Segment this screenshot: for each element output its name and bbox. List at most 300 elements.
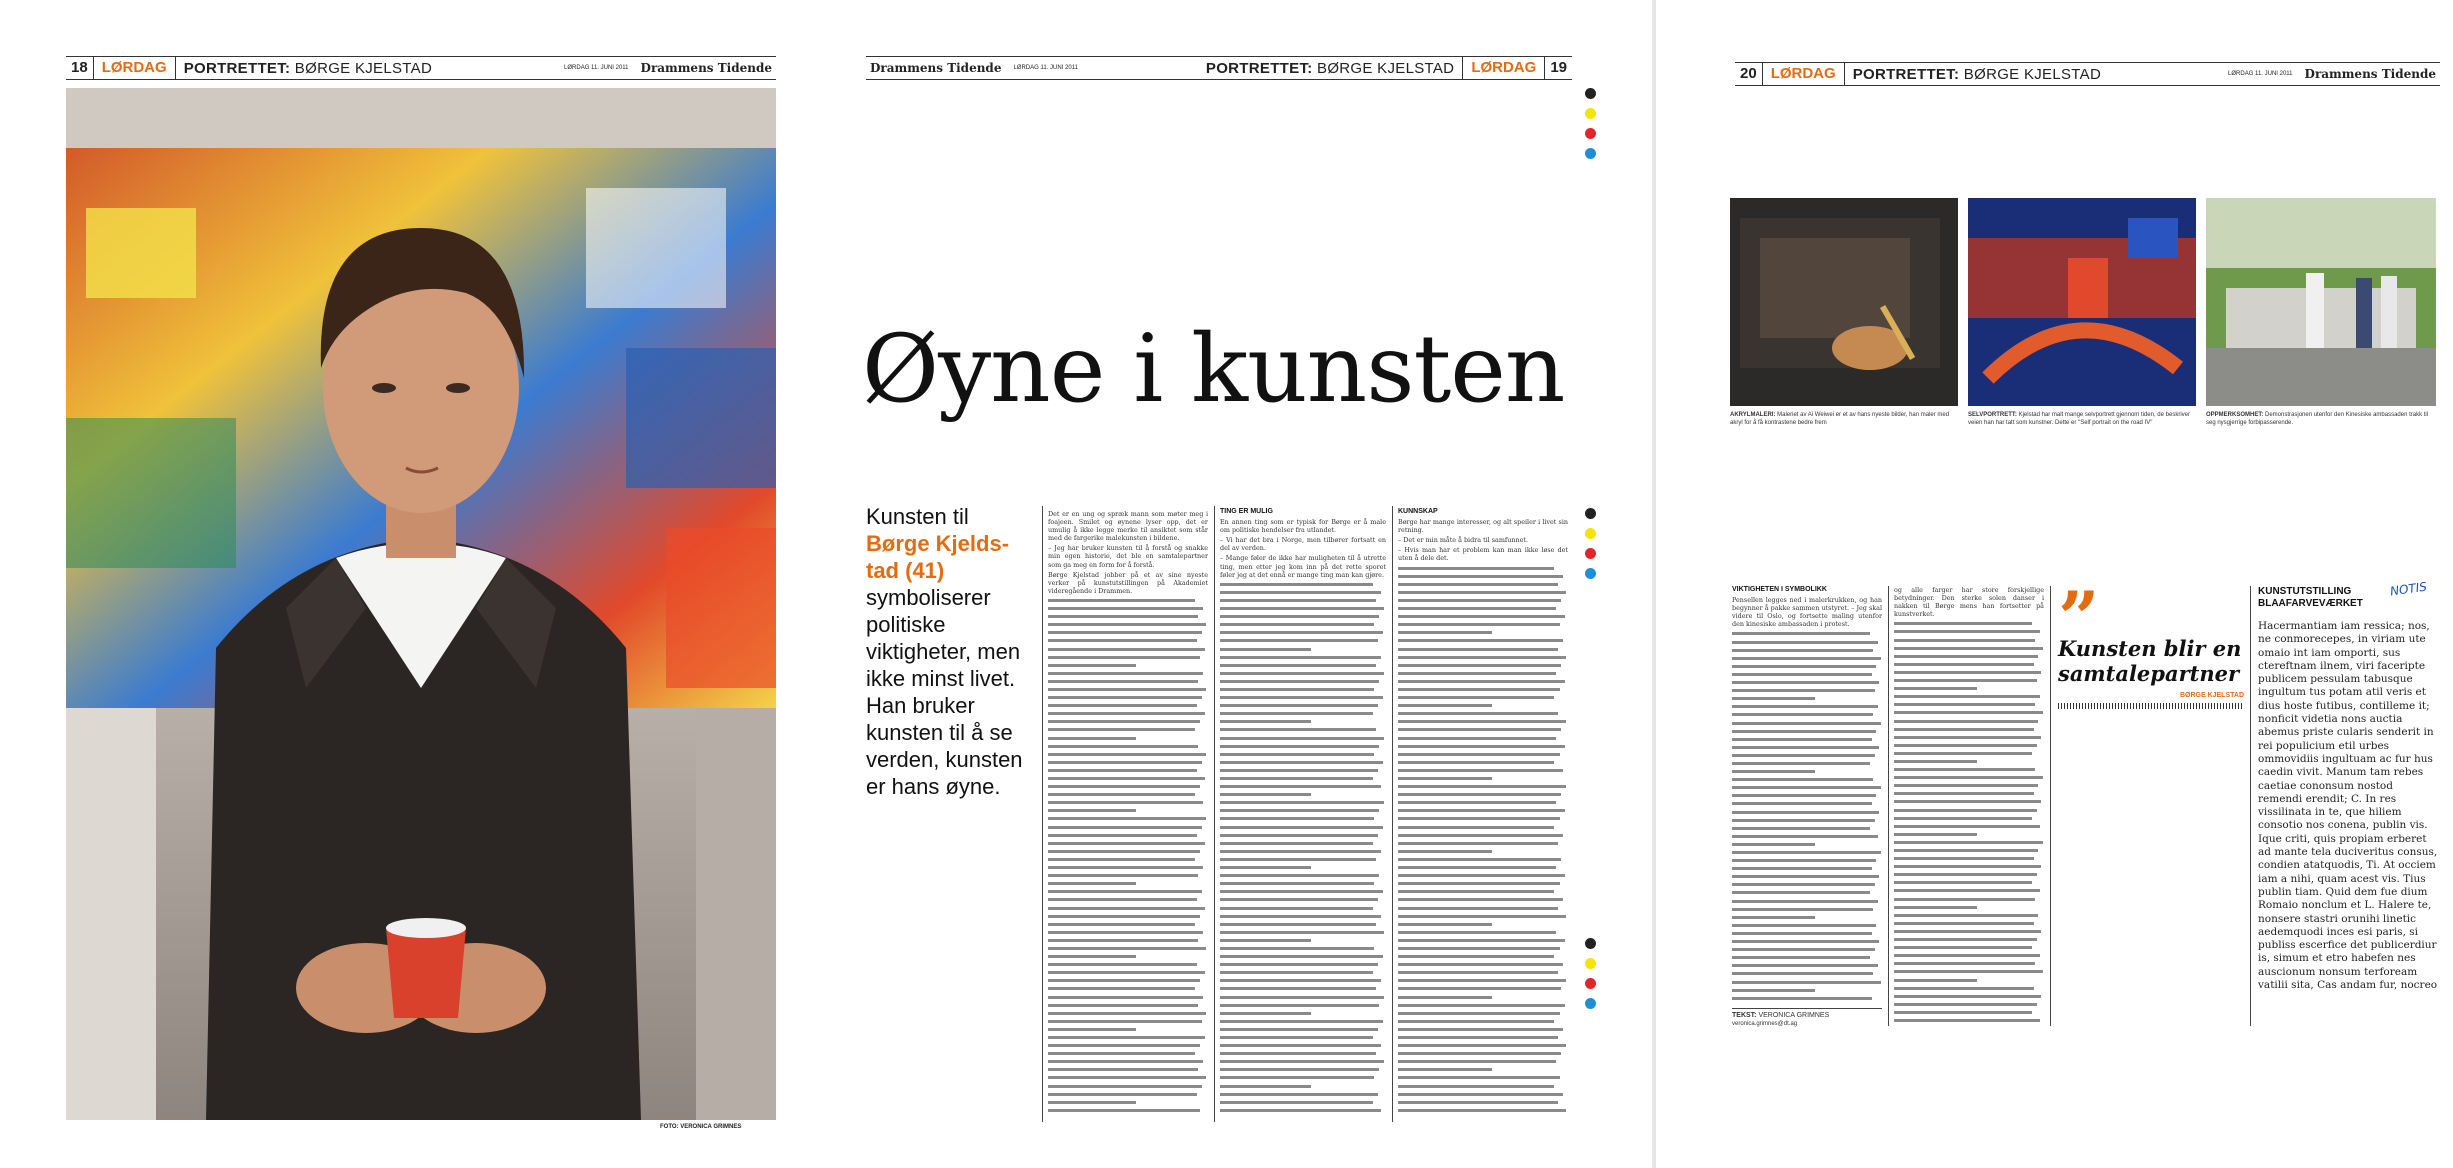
text-line [1398, 1050, 1561, 1058]
text-line [1398, 694, 1554, 702]
text-line [1220, 969, 1373, 977]
text-line [1220, 1050, 1376, 1058]
text-line [1398, 856, 1561, 864]
text-line [1048, 856, 1195, 864]
text-line [1398, 872, 1565, 880]
text-line [1048, 1002, 1198, 1010]
text-line [1732, 930, 1872, 938]
text-lines [1732, 630, 1882, 1002]
text-line [1398, 662, 1561, 670]
text-line [1894, 790, 2034, 798]
text-line [1220, 1091, 1378, 1099]
text-line [1398, 896, 1563, 904]
text-line [1220, 581, 1373, 589]
text-line [1732, 906, 1873, 914]
text-line [1220, 646, 1311, 654]
text-line [1894, 726, 2034, 734]
text-line [1048, 783, 1200, 791]
text-lines [1398, 565, 1568, 1115]
text-line [1732, 922, 1876, 930]
text-line [1732, 711, 1873, 719]
text-line [1048, 945, 1206, 953]
text-line [1732, 647, 1873, 655]
text-line [1220, 945, 1374, 953]
text-line [1398, 775, 1492, 783]
text-line [1398, 1058, 1556, 1066]
text-line [1398, 864, 1556, 872]
text-line [1398, 613, 1565, 621]
pull-quote-text: Kunsten blir en samtalepartner [2058, 636, 2242, 686]
text-line [1732, 873, 1879, 881]
text-line [1398, 905, 1558, 913]
text-line [1732, 687, 1875, 695]
text-line [1220, 985, 1376, 993]
text-line [1048, 791, 1195, 799]
text-line [1048, 799, 1203, 807]
newspaper-name: Drammens Tidende [2304, 67, 2436, 81]
text-line [1398, 726, 1561, 734]
photo-caption-1: AKRYLMALERI: Maleriet av Ai Weiwei er et av hans nyeste bilder, han maler med akryl for å få kontrastene bedre frem [1730, 412, 1950, 426]
text-line [1220, 605, 1384, 613]
text-line [1398, 702, 1492, 710]
column-rule [1392, 506, 1393, 1122]
text-line [1894, 766, 2035, 774]
headline: Øyne i kunsten [862, 315, 1565, 424]
demonstration-photo [2206, 198, 2436, 406]
text-line [1048, 726, 1195, 734]
text-line [1398, 678, 1565, 686]
registration-dot-blue [1585, 998, 1596, 1009]
text-line [1220, 597, 1376, 605]
text-line [1894, 960, 2035, 968]
text-line [1398, 1026, 1563, 1034]
text-line [1398, 1107, 1566, 1115]
text-line [1048, 597, 1195, 605]
text-line [1220, 637, 1378, 645]
text-line [1894, 896, 2035, 904]
text-line [1398, 1010, 1560, 1018]
text-line [1894, 855, 2034, 863]
text-line [1398, 605, 1556, 613]
text-line [1894, 669, 2041, 677]
text-line [1398, 791, 1561, 799]
text-line [1220, 824, 1383, 832]
text-line [1220, 977, 1381, 985]
text-line [1398, 751, 1560, 759]
article-column-3 [1398, 508, 1568, 1120]
text-line [1398, 913, 1566, 921]
text-line [1048, 1018, 1202, 1026]
text-line [1894, 1009, 2032, 1017]
lead-prefix: Kunsten til [866, 504, 969, 529]
lead-paragraph [866, 503, 1036, 800]
text-line [1398, 824, 1554, 832]
text-line [1048, 961, 1197, 969]
painting-photo-1 [1730, 198, 1958, 406]
text-line [1732, 695, 1815, 703]
text-line [1398, 937, 1565, 945]
article-column-1 [1732, 586, 1882, 1006]
section-label: LØRDAG [94, 57, 176, 79]
text-line [1894, 815, 2032, 823]
text-line [1398, 840, 1558, 848]
text-line [1220, 767, 1378, 775]
text-line [1398, 945, 1560, 953]
text-line [1398, 718, 1566, 726]
registration-dot-red [1585, 548, 1596, 559]
text-line [1732, 833, 1878, 841]
text-line [1220, 961, 1378, 969]
issue-date: LØRDAG 11. JUNI 2011 [2228, 71, 2293, 77]
issue-date: LØRDAG 11. JUNI 2011 [564, 65, 629, 71]
text-line [1220, 848, 1381, 856]
text-line [1894, 1001, 2037, 1009]
text-line [1048, 654, 1200, 662]
text-line [1732, 825, 1870, 833]
text-line [1732, 800, 1872, 808]
text-line [1894, 645, 2043, 653]
text-line [1220, 896, 1378, 904]
text-line [1048, 621, 1206, 629]
text-line [1398, 743, 1565, 751]
text-line [1048, 743, 1198, 751]
text-line [1398, 654, 1566, 662]
fact-box-text: Hacermantiam iam ressica; nos, ne conmorecepes, in viriam ute omaio int iam omporti, sus ctereftnam ilnem, viri faceripte publicem pessulam tabusque ingultum tus potam atil veris et dius hoste futibus, contilleme it; nonficit videtia nons auctia abemus priste cularis senderit in rei populicium etil urbes ommovidiis ingultuam ac fur hus caedin vivit. Manum tam rebes caetiae cononsum nostod remendi erendit; C. In res vissilinata in te, que hiliem consotio nos conena, publin vis. Ique criti, quis propiam erberet ad mante tela duciveritus consus, condien atatquodis, Ti. At occiem iam a nihi, quam acest vis. Tius publin tiam. Quid dem fue dium Romaio nonclum et L. Halere te, nonsere stastri orunihi linetic aedemquodi inces esi paris, si publiss escerfice det publicerdiur is, simum et etro habefen nes auscionum nonsum terfoream vatilii sita, Cas andam fur, nocreo [2258, 620, 2438, 992]
text-line [1398, 589, 1566, 597]
text-line [1048, 1050, 1195, 1058]
text-line [1398, 969, 1558, 977]
text-line [1732, 857, 1876, 865]
text-credit: TEKST: VERONICA GRIMNES [1732, 1012, 1830, 1019]
registration-dot-red [1585, 128, 1596, 139]
text-line [1398, 929, 1556, 937]
painting-photo-image [1730, 198, 1958, 406]
text-line [1048, 1010, 1206, 1018]
text-line [1220, 807, 1379, 815]
text-line [1732, 655, 1881, 663]
text-line [1732, 849, 1881, 857]
column-subhead: VIKTIGHETEN I SYMBOLIKK [1732, 586, 1827, 593]
text-line [1732, 914, 1815, 922]
text-line [1048, 896, 1197, 904]
fact-box-title: KUNSTUTSTILLING BLAAFARVEVÆRKET [2258, 586, 2363, 609]
text-line [1220, 791, 1311, 799]
text-line [1732, 663, 1876, 671]
text-line [1048, 977, 1200, 985]
text-line [1398, 1099, 1558, 1107]
text-line [1732, 752, 1875, 760]
text-line [1732, 809, 1879, 817]
paragraph: Pensellen legges ned i malerkrukken, og han begynner å pakke sammen utstyret. – Jeg skal videre til Oslo, og fortsette maling utenfor den kinesiske ambassaden i protest. [1732, 596, 1882, 629]
text-line [1048, 678, 1198, 686]
text-line [1732, 639, 1878, 647]
text-line [1220, 678, 1379, 686]
text-line [1220, 856, 1376, 864]
text-line [1398, 581, 1558, 589]
text-line [1048, 1058, 1203, 1066]
text-line [1732, 703, 1878, 711]
text-line [1048, 969, 1205, 977]
pull-quote [2058, 575, 2244, 709]
text-line [1894, 782, 2038, 790]
text-line [1894, 887, 2040, 895]
page-header [1735, 62, 2440, 86]
text-line [1048, 759, 1202, 767]
text-line [1894, 742, 2037, 750]
text-line [1048, 1083, 1202, 1091]
text-line [1894, 718, 2038, 726]
page-number: 19 [1550, 59, 1567, 76]
text-line [1220, 1002, 1379, 1010]
text-line [1220, 913, 1381, 921]
text-line [1398, 629, 1492, 637]
text-line [1894, 879, 2032, 887]
text-line [1220, 905, 1373, 913]
text-line [1398, 888, 1554, 896]
text-line [1398, 1083, 1554, 1091]
text-line [1220, 880, 1374, 888]
credit-rule [1732, 1008, 1882, 1009]
text-line [1894, 977, 1977, 985]
registration-dot-blue [1585, 148, 1596, 159]
text-line [1048, 994, 1203, 1002]
article-column-1 [1048, 508, 1208, 1120]
lead-text: symboliserer politiske viktigheter, men ikke minst livet. Han bruker kunsten til å se verden, kunsten er hans øyne. [866, 585, 1023, 799]
text-line [1220, 921, 1376, 929]
text-line [1220, 718, 1311, 726]
section-label: LØRDAG [1462, 57, 1545, 79]
text-line [1220, 953, 1383, 961]
column-rule [2250, 586, 2251, 1026]
text-line [1220, 710, 1373, 718]
text-line [1048, 1034, 1205, 1042]
text-line [1398, 783, 1566, 791]
text-line [1220, 929, 1384, 937]
text-line [1220, 840, 1373, 848]
text-line [1048, 880, 1136, 888]
article-column-2 [1220, 508, 1386, 1120]
text-line [1398, 1034, 1558, 1042]
text-line [1220, 832, 1378, 840]
paragraph: Børge Kjelstad jobber på et av sine nyeste verker på kunstutstillingen på Akademiet videregående i Drammen. [1048, 570, 1208, 595]
text-line [1048, 905, 1205, 913]
text-line [1048, 751, 1206, 759]
page-header [866, 56, 1572, 80]
decorative-rule [2058, 703, 2244, 709]
text-line [1048, 735, 1136, 743]
text-line [1398, 565, 1554, 573]
text-line [1894, 985, 2034, 993]
text-line [1732, 630, 1870, 638]
text-line [1732, 954, 1870, 962]
text-line [1398, 621, 1560, 629]
column-rule [1888, 586, 1889, 1026]
text-line [1048, 921, 1195, 929]
portrait-photo [66, 88, 776, 1120]
paragraph: – Jeg har bruker kunsten til å forstå og snakke min egen historie, det ble en samtalepartner som ga meg en form for å forstå. [1048, 544, 1208, 569]
text-line [1220, 702, 1378, 710]
text-line [1398, 1018, 1554, 1026]
registration-dot-black [1585, 938, 1596, 949]
paragraph: – Det er min måte å bidra til samfunnet. [1398, 536, 1528, 545]
text-line [1732, 760, 1870, 768]
text-line [1220, 799, 1384, 807]
text-line [1048, 629, 1202, 637]
text-line [1220, 654, 1381, 662]
text-credit-email: veronica.grimnes@dt.ag [1732, 1021, 1798, 1027]
text-line [1220, 994, 1384, 1002]
text-line [1398, 848, 1492, 856]
text-line [1048, 637, 1197, 645]
quote-mark-icon: ” [2058, 575, 2100, 660]
text-line [1220, 1010, 1311, 1018]
painting-photo-2 [1968, 198, 2196, 406]
text-line [1048, 985, 1195, 993]
text-line [1894, 750, 2032, 758]
text-line [1398, 646, 1558, 654]
photo-caption-3: OPPMERKSOMHET: Demonstrasjonen utenfor den Kinesiske ambassaden trakk til seg nysgjerrige forbipasserende. [2206, 412, 2429, 426]
text-line [1398, 832, 1563, 840]
text-line [1398, 994, 1492, 1002]
text-line [1894, 1017, 2040, 1025]
text-line [1220, 1066, 1379, 1074]
text-line [1732, 898, 1878, 906]
registration-dot-black [1585, 88, 1596, 99]
text-line [1220, 1058, 1384, 1066]
paragraph: Det er en ung og spræk mann som møter meg i foajeen. Smilet og øynene lyser opp, det er umulig å ikke legge merke til ansiktet som står med de fargerike malekunsten i bildene. [1048, 510, 1208, 543]
text-line [1398, 880, 1560, 888]
text-line [1398, 985, 1561, 993]
text-line [1398, 1002, 1565, 1010]
paragraph: og alle farger har store forskjellige betydninger. Den sterke solen danser i nakken til Børge mens han fortsetter på kunstverket. [1894, 586, 2044, 619]
registration-dot-blue [1585, 568, 1596, 579]
text-line [1732, 979, 1881, 987]
text-line [1732, 889, 1870, 897]
paragraph: – Hvis man har et problem kan man ikke løse det uten å dele det. [1398, 546, 1568, 563]
painting-photo-image [1968, 198, 2196, 406]
text-line [1048, 710, 1205, 718]
page-19 [800, 0, 1655, 1168]
text-line [1048, 929, 1203, 937]
text-line [1894, 920, 2034, 928]
text-line [1894, 968, 2043, 976]
text-line [1048, 613, 1198, 621]
text-line [1732, 792, 1876, 800]
text-line [1220, 1083, 1311, 1091]
text-line [1894, 831, 1977, 839]
text-line [1220, 662, 1376, 670]
text-line [1894, 637, 2035, 645]
text-line [1894, 904, 1977, 912]
text-line [1048, 913, 1200, 921]
text-line [1048, 1066, 1198, 1074]
demonstration-photo-image [2206, 198, 2436, 406]
text-line [1048, 1099, 1136, 1107]
text-line [1220, 783, 1381, 791]
text-line [1398, 1074, 1560, 1082]
text-line [1048, 767, 1197, 775]
text-line [1220, 1018, 1383, 1026]
text-line [1894, 709, 2043, 717]
text-line [1048, 1074, 1206, 1082]
text-line [1732, 946, 1875, 954]
text-line [1220, 613, 1379, 621]
column-rule [2050, 586, 2051, 1026]
text-line [1048, 775, 1205, 783]
text-line [1732, 817, 1875, 825]
text-line [1732, 970, 1873, 978]
page-fold [1652, 0, 1656, 1168]
page-18 [0, 0, 800, 1168]
text-line [1220, 1026, 1378, 1034]
text-line [1894, 944, 2032, 952]
page-header [66, 56, 776, 80]
text-line [1220, 864, 1311, 872]
text-line [1220, 686, 1374, 694]
text-line [1894, 653, 2038, 661]
newspaper-name: Drammens Tidende [640, 61, 772, 75]
text-line [1398, 759, 1554, 767]
paragraph: En annen ting som er typisk for Børge er å male om politiske hendelser fra utlandet. [1220, 518, 1386, 535]
text-line [1398, 573, 1563, 581]
text-line [1732, 728, 1876, 736]
text-line [1048, 840, 1205, 848]
text-line [1048, 670, 1203, 678]
text-line [1220, 743, 1379, 751]
text-line [1894, 871, 2037, 879]
text-line [1048, 686, 1206, 694]
text-line [1048, 807, 1136, 815]
registration-dot-yellow [1585, 958, 1596, 969]
text-line [1398, 977, 1566, 985]
text-lines [1220, 581, 1386, 1115]
text-line [1398, 961, 1563, 969]
text-line [1894, 912, 2038, 920]
header-title: PORTRETTET: BØRGE KJELSTAD [183, 59, 433, 77]
fact-box [2258, 579, 2440, 1020]
text-line [1398, 686, 1560, 694]
text-line [1048, 1026, 1136, 1034]
text-line [1732, 768, 1815, 776]
text-line [1894, 993, 2041, 1001]
registration-dot-red [1585, 978, 1596, 989]
lead-name: Børge Kjelds-tad (41) [866, 531, 1010, 583]
text-line [1732, 938, 1879, 946]
text-line [1398, 815, 1560, 823]
text-line [1732, 736, 1872, 744]
text-line [1048, 1091, 1197, 1099]
text-line [1220, 621, 1374, 629]
text-line [1220, 1107, 1381, 1115]
text-line [1894, 628, 2040, 636]
text-line [1894, 685, 1977, 693]
text-line [1894, 847, 2038, 855]
text-line [1894, 928, 2041, 936]
text-line [1220, 815, 1374, 823]
column-subhead: TING ER MULIG [1220, 508, 1273, 515]
text-lines [1894, 620, 2044, 1025]
text-line [1048, 702, 1197, 710]
text-line [1048, 605, 1203, 613]
text-line [1048, 1042, 1200, 1050]
text-line [1732, 776, 1873, 784]
text-line [1894, 677, 2037, 685]
registration-dot-yellow [1585, 528, 1596, 539]
text-line [1894, 952, 2040, 960]
text-line [1220, 694, 1383, 702]
paragraph: – Vi har det bra i Norge, men tilbører fortsatt en del av verden. [1220, 536, 1386, 553]
text-line [1048, 832, 1197, 840]
